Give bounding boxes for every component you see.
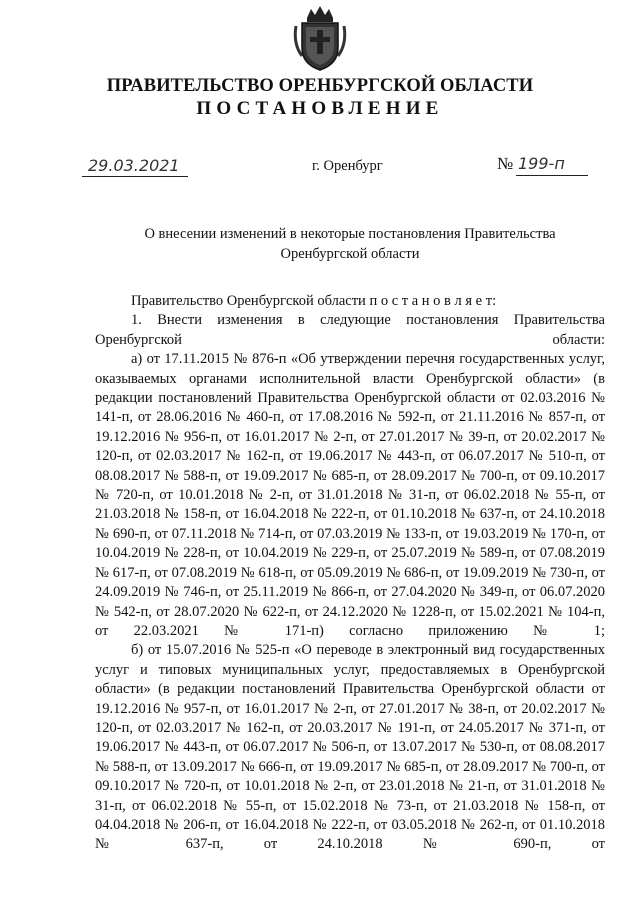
document-body	[95, 292, 605, 855]
date-underline	[82, 176, 188, 177]
subject-line-1: О внесении изменений в некоторые постановления Правительства	[144, 226, 556, 242]
document-subject	[0, 224, 640, 264]
subject-line-2: Оренбургской области	[280, 246, 420, 262]
document-city: г. Оренбург	[312, 158, 383, 174]
organization-title: ПРАВИТЕЛЬСТВО ОРЕНБУРГСКОЙ ОБЛАСТИ	[106, 76, 534, 96]
number-underline	[516, 175, 588, 176]
intro-paragraph: Правительство Оренбургской области п о с т а н о в л я е т:	[131, 293, 497, 309]
coat-of-arms-emblem	[290, 4, 350, 72]
document-number: 199-п	[518, 154, 565, 173]
item-a-paragraph: а) от 17.11.2015 № 876-п «Об утверждении перечня государственных услуг, оказываемых органами исполнительной власти Оренбургской области» (в редакции постановлений Правительства Оренбургской области от 02.03.2016 № 141-п, от 28.06.2016 № 460-п, от 17.08.2016 № 592-п, от 21.11.2016 № 857-п, от 19.12.2016 № 956-п, от 16.01.2017 № 2-п, от 27.01.2017 № 39-п, от 20.02.2017 № 120-п, от 02.03.2017 № 162-п, от 19.06.2017 № 443-п, от 06.07.2017 № 510-п, от 08.08.2017 № 588-п, от 19.09.2017 № 685-п, от 28.09.2017 № 700-п, от 09.10.2017 № 720-п, от 10.01.2018 № 2-п, от 31.01.2018 № 31-п, от 06.02.2018 № 55-п, от 21.03.2018 № 158-п, от 16.04.2018 № 222-п, от 01.10.2018 № 637-п, от 24.10.2018 № 690-п, от 07.11.2018 № 714-п, от 07.03.2019 № 133-п, от 19.03.2019 № 170-п, от 10.04.2019 № 228-п, от 10.04.2019 № 229-п, от 25.07.2019 № 589-п, от 07.08.2019 № 617-п, от 07.08.2019 № 618-п, от 05.09.2019 № 686-п, от 19.09.2019 № 730-п, от 24.09.2019 № 746-п, от 25.11.2019 № 866-п, от 27.04.2020 № 349-п, от 06.07.2020 № 542-п, от 28.07.2020 № 622-п, от 24.12.2020 № 1228-п, от 15.02.2021 № 104-п, от 22.03.2021 № 171-п) согласно приложению № 1;	[95, 351, 605, 639]
document-type-title: ПОСТАНОВЛЕНИЕ	[196, 98, 444, 119]
document-date: 29.03.2021	[88, 156, 180, 175]
number-sign: №	[497, 154, 514, 173]
item-b-paragraph: б) от 15.07.2016 № 525-п «О переводе в электронный вид государственных услуг и типовых муниципальных услуг, предоставляемых в Оренбургской области» (в редакции постановлений Правительства Оренбургской области от 19.12.2016 № 957-п, от 16.01.2017 № 2-п, от 27.01.2017 № 38-п, от 20.02.2017 № 120-п, от 02.03.2017 № 162-п, от 20.03.2017 № 191-п, от 24.05.2017 № 371-п, от 19.06.2017 № 443-п, от 06.07.2017 № 506-п, от 13.07.2017 № 530-п, от 08.08.2017 № 588-п, от 13.09.2017 № 666-п, от 19.09.2017 № 685-п, от 28.09.2017 № 700-п, от 09.10.2017 № 720-п, от 10.01.2018 № 2-п, от 23.01.2018 № 21-п, от 31.01.2018 № 31-п, от 06.02.2018 № 55-п, от 15.02.2018 № 73-п, от 21.03.2018 № 158-п, от 04.04.2018 № 206-п, от 16.04.2018 № 222-п, от 03.05.2018 № 262-п, от 01.10.2018 № 637-п, от 24.10.2018 № 690-п, от	[95, 642, 605, 853]
item-1-paragraph: 1. Внести изменения в следующие постановления Правительства Оренбургской области:	[95, 312, 605, 348]
